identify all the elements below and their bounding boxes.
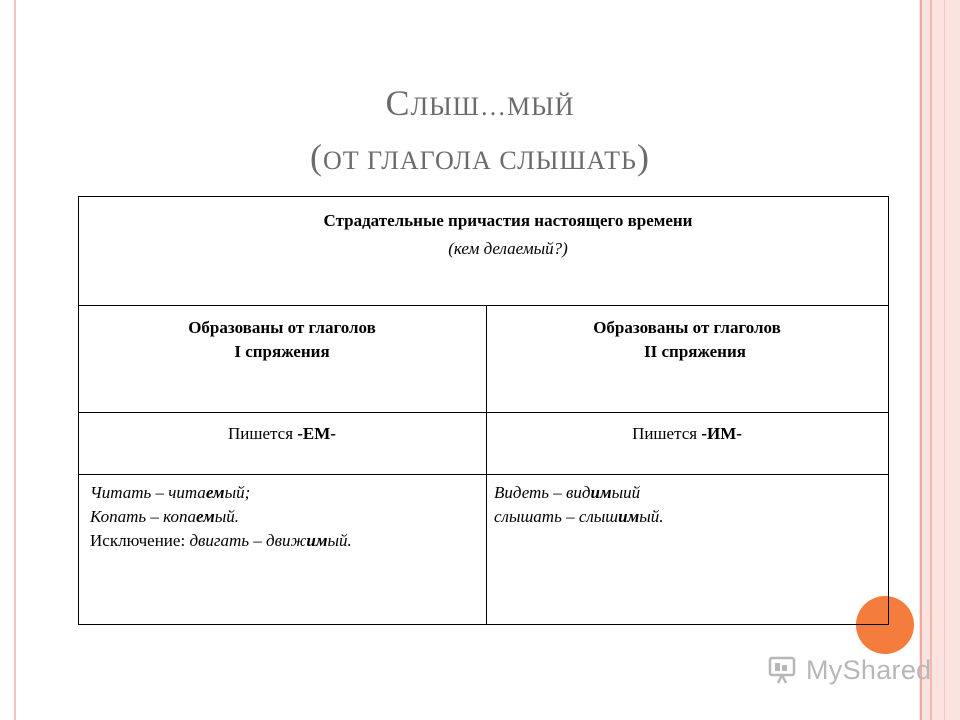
table-border-row3 [78, 474, 888, 475]
rule-2-cell [486, 422, 888, 446]
myshared-watermark [768, 650, 931, 690]
example-2-1-stem: Видеть – вид [494, 483, 591, 502]
title-line-2 [150, 132, 810, 186]
example-1-3-stem: двигать – движ [189, 531, 307, 550]
participles-table [78, 196, 888, 624]
rule-1-cell [78, 422, 486, 446]
example-2-2-ending: ый. [639, 507, 664, 526]
title-line-2-close-paren: ) [636, 137, 650, 177]
table-header-title: Страдательные причастия настоящего времени [323, 211, 693, 230]
slide-frame-right-line [920, 0, 922, 720]
table-border-row2 [78, 412, 888, 413]
example-2-1-suffix: им [590, 483, 612, 502]
presentation-icon [768, 655, 800, 685]
example-1-3-suffix: им [306, 531, 328, 550]
table-border-row1 [78, 305, 888, 306]
title-line-1-rest: ЛЫШ…МЫЙ [410, 92, 575, 121]
rule-2-suffix: -ИМ- [701, 424, 742, 443]
conjugation-2-line1: Образованы от глаголов [593, 318, 781, 337]
slide-frame-right-band [919, 0, 960, 720]
rule-1-suffix: -ЕМ- [297, 424, 336, 443]
table-border-top [78, 196, 888, 197]
example-1-2-stem: Копать – копа [90, 507, 196, 526]
slide-frame-left-line [14, 0, 16, 720]
slide-frame-right-line-3 [944, 0, 945, 720]
example-2-2 [494, 505, 884, 529]
table-border-bottom [78, 624, 889, 625]
example-1-2-ending: ый. [214, 507, 240, 526]
example-1-1-ending: ый; [224, 483, 251, 502]
title-line-2-rest: ОТ ГЛАГОЛА СЛЫШАТЬ [323, 146, 637, 175]
example-1-2 [90, 505, 480, 529]
conjugation-2-cell [486, 316, 888, 364]
rule-1-prefix: Пишется [228, 424, 298, 443]
conjugation-2-line2: II спряжения [644, 342, 746, 361]
title-line-1-initial: С [385, 83, 411, 123]
example-2-2-stem: слышать – слыш [494, 507, 619, 526]
title-line-2-open-paren: ( [310, 137, 324, 177]
conjugation-1-line1: Образованы от глаголов [188, 318, 376, 337]
example-1-3-ending: ый. [327, 531, 352, 550]
example-1-1-suffix: ем [205, 483, 225, 502]
example-2-2-suffix: им [618, 507, 640, 526]
examples-2-cell [494, 481, 884, 529]
conjugation-1-cell [78, 316, 486, 364]
example-1-2-suffix: ем [195, 507, 215, 526]
example-2-1 [494, 481, 884, 505]
table-header-subtitle: (кем делаемый?) [448, 239, 568, 258]
slide-title [150, 78, 810, 186]
exception-label: Исключение: [90, 531, 190, 550]
slide-frame-right-line-2 [930, 0, 932, 720]
table-header [78, 209, 938, 261]
title-line-1 [150, 78, 810, 132]
watermark-text: MyShared [806, 654, 932, 685]
examples-1-cell [90, 481, 480, 553]
example-1-1-stem: Читать – чита [90, 483, 206, 502]
example-1-3 [90, 529, 480, 553]
rule-2-prefix: Пишется [632, 424, 702, 443]
example-2-1-ending: ыий [611, 483, 641, 502]
example-1-1 [90, 481, 480, 505]
conjugation-1-line2: I спряжения [234, 342, 330, 361]
